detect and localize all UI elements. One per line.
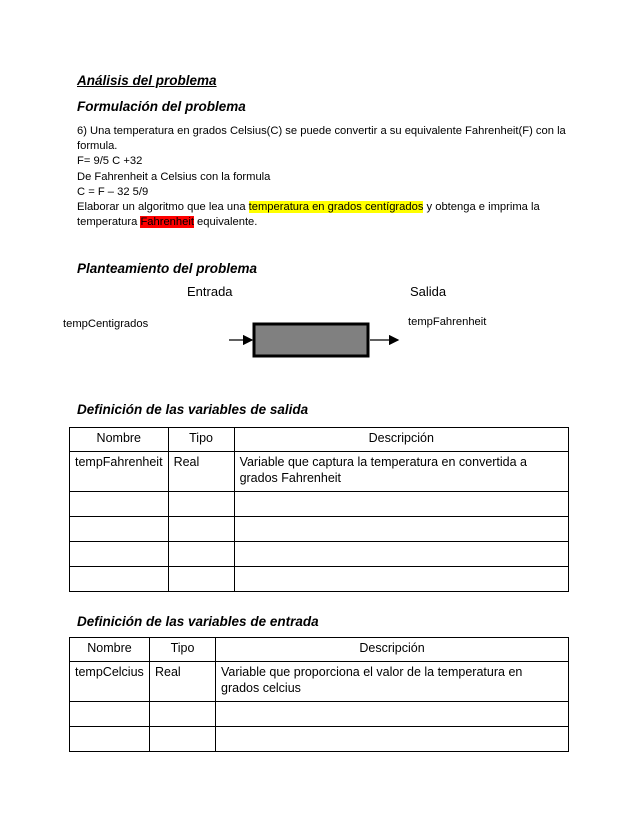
cell xyxy=(168,542,234,567)
header-descripcion: Descripción xyxy=(216,638,569,662)
header-nombre: Nombre xyxy=(70,428,169,452)
input-label: Entrada xyxy=(187,284,233,299)
algorithm-line-2 xyxy=(77,215,597,230)
cell xyxy=(168,567,234,592)
cell-tipo: Real xyxy=(168,452,234,492)
process-box xyxy=(254,324,368,356)
table-row xyxy=(70,702,569,727)
cell xyxy=(70,702,150,727)
cell xyxy=(234,492,568,517)
output-variable: tempFahrenheit xyxy=(408,316,487,328)
table-row xyxy=(70,542,569,567)
formulation-title: Formulación del problema xyxy=(77,99,246,114)
process-diagram xyxy=(225,316,405,364)
cell xyxy=(150,702,216,727)
output-variables-table xyxy=(69,427,569,592)
problem-line: F= 9/5 C +32 xyxy=(77,155,143,168)
problem-line: formula. xyxy=(77,140,118,153)
table-row xyxy=(70,517,569,542)
algorithm-line-1 xyxy=(77,200,597,215)
highlight-red: Fahrenheit xyxy=(140,216,194,229)
table-row xyxy=(70,567,569,592)
cell-descripcion: Variable que captura la temperatura en convertida a grados Fahrenheit xyxy=(234,452,568,492)
highlight-yellow: temperatura en grados centígrados xyxy=(248,201,424,214)
table-row xyxy=(70,662,569,702)
header-nombre: Nombre xyxy=(70,638,150,662)
header-descripcion: Descripción xyxy=(234,428,568,452)
input-variables-table xyxy=(69,637,569,752)
planning-title: Planteamiento del problema xyxy=(77,261,258,276)
table-row xyxy=(70,492,569,517)
cell xyxy=(234,517,568,542)
problem-line: C = F – 32 5/9 xyxy=(77,185,149,198)
cell xyxy=(70,492,169,517)
cell xyxy=(168,492,234,517)
problem-line: De Fahrenheit a Celsius con la formula xyxy=(77,170,271,183)
text: Elaborar un algoritmo que lea una xyxy=(77,201,249,214)
cell xyxy=(70,567,169,592)
header-tipo: Tipo xyxy=(150,638,216,662)
cell-tipo: Real xyxy=(150,662,216,702)
cell xyxy=(168,517,234,542)
text: temperatura xyxy=(77,216,141,229)
text: equivalente. xyxy=(193,216,258,229)
cell xyxy=(70,727,150,752)
cell-nombre: tempCelcius xyxy=(70,662,150,702)
cell xyxy=(234,567,568,592)
analysis-title: Análisis del problema xyxy=(77,73,217,88)
input-vars-title: Definición de las variables de entrada xyxy=(77,614,319,629)
cell xyxy=(216,702,569,727)
table-row xyxy=(70,452,569,492)
cell xyxy=(150,727,216,752)
cell xyxy=(70,517,169,542)
header-tipo: Tipo xyxy=(168,428,234,452)
input-variable: tempCentigrados xyxy=(63,318,149,330)
cell-nombre: tempFahrenheit xyxy=(70,452,169,492)
table-header-row xyxy=(70,638,569,662)
cell xyxy=(234,542,568,567)
cell xyxy=(70,542,169,567)
table-row xyxy=(70,727,569,752)
output-label: Salida xyxy=(410,284,447,299)
problem-line: 6) Una temperatura en grados Celsius(C) se puede convertir a su equivalente Fahrenheit(F) con la xyxy=(77,125,566,137)
output-vars-title: Definición de las variables de salida xyxy=(77,402,309,417)
cell-descripcion: Variable que proporciona el valor de la temperatura en grados celcius xyxy=(216,662,569,702)
table-header-row xyxy=(70,428,569,452)
problem-statement xyxy=(77,124,597,230)
text: y obtenga e imprima la xyxy=(423,201,540,214)
cell xyxy=(216,727,569,752)
